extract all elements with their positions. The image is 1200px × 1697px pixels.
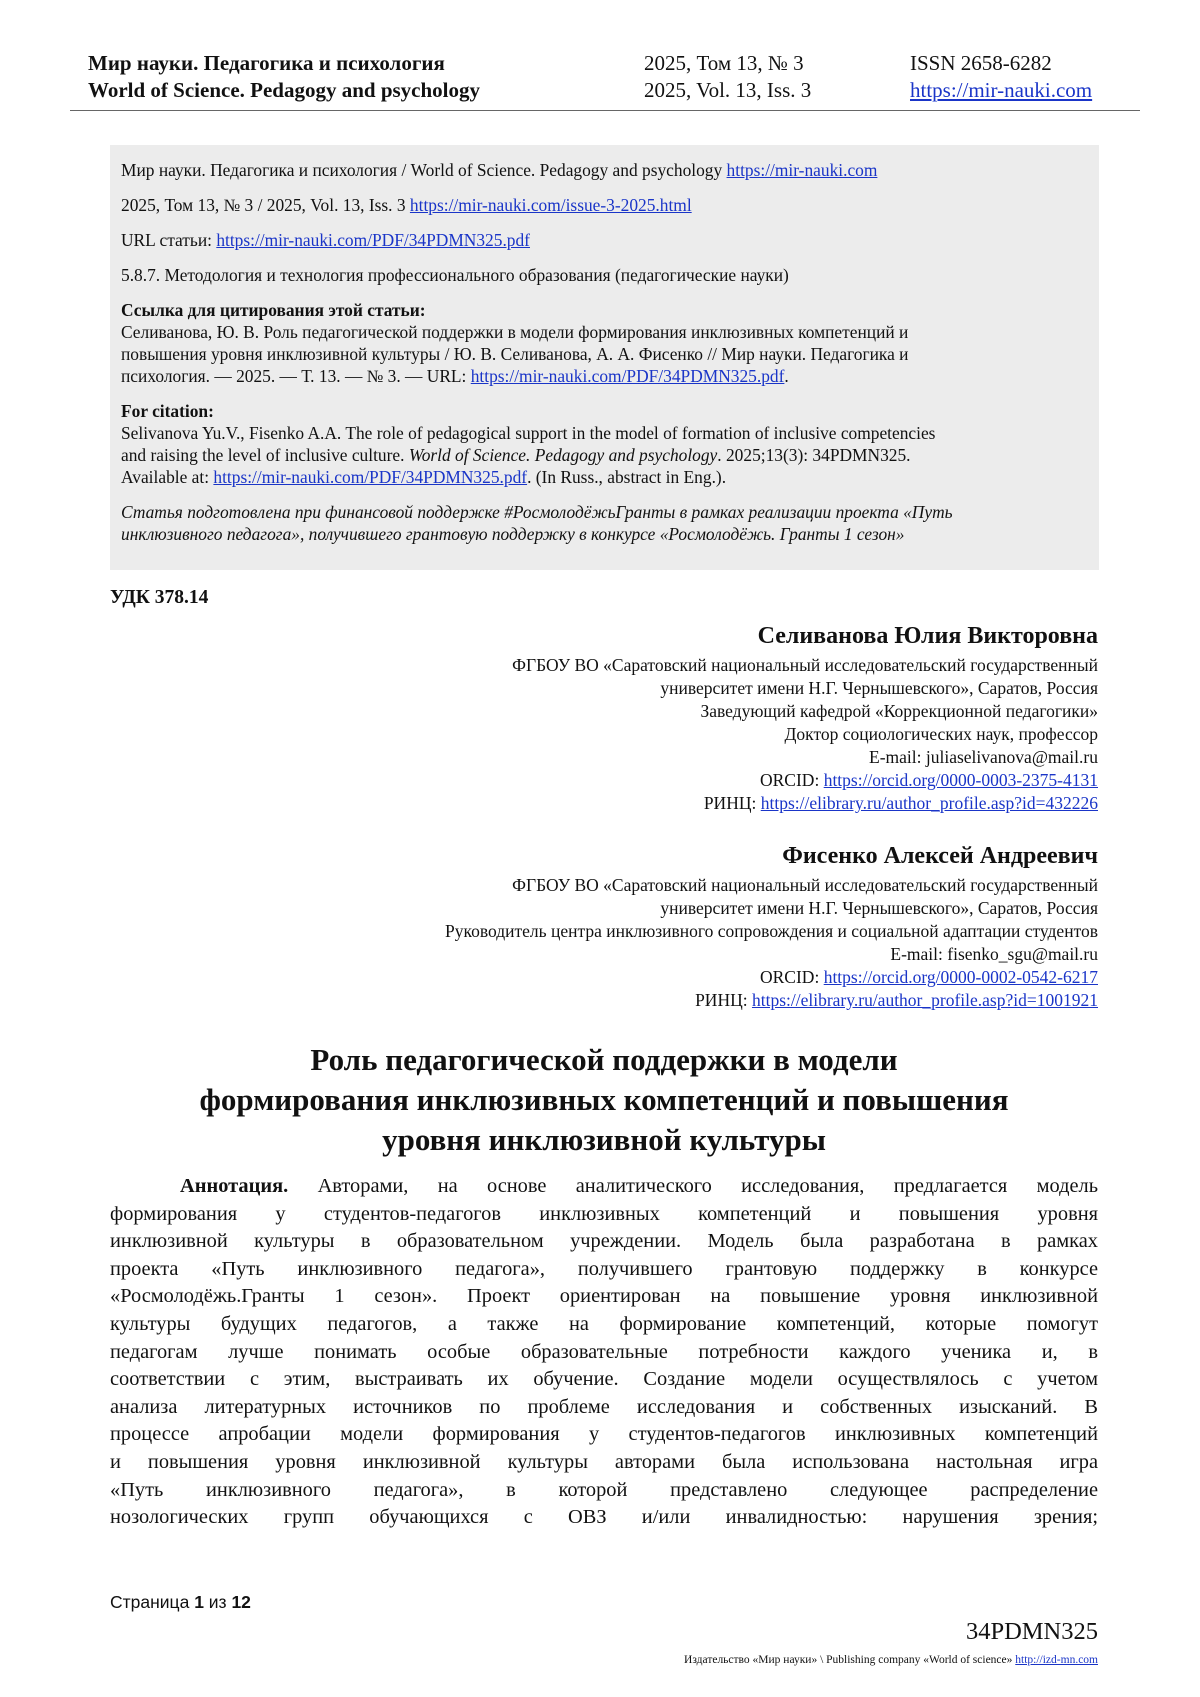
author-2-rinc <box>110 989 1098 1012</box>
abstract-line: анализа литературных источников по проблеме исследования и собственных изысканий. В <box>110 1395 1098 1418</box>
author-block-2 <box>110 840 1098 1012</box>
citation-en-label: For citation: <box>121 401 214 421</box>
publisher-line <box>684 1654 1098 1666</box>
citation-ru-line1: Селиванова, Ю. В. Роль педагогической поддержки в модели формирования инклюзивных компетенций и <box>121 322 909 342</box>
author-1-email: E-mail: juliaselivanova@mail.ru <box>869 747 1098 767</box>
author-2-rinc-link[interactable]: https://elibrary.ru/author_profile.asp?id=1001921 <box>751 990 1098 1010</box>
citation-en-note: . (In Russ., abstract in Eng.). <box>527 467 727 487</box>
citation-ru <box>121 299 1088 387</box>
author-1-rinc-label: РИНЦ: <box>703 793 761 813</box>
author-1-orcid <box>110 769 1098 792</box>
abstract-line: педагогам лучше понимать особые образовательные потребности каждого ученика и, в <box>110 1340 1098 1363</box>
publisher-text: Издательство «Мир науки» \ Publishing company «World of science» <box>684 1654 1016 1666</box>
author-1-affiliation-1: ФГБОУ ВО «Саратовский национальный исследовательский государственный <box>512 655 1098 675</box>
author-2-rinc-label: РИНЦ: <box>695 990 752 1010</box>
info-journal-text: Мир науки. Педагогика и психология / World of Science. Pedagogy and psychology <box>121 160 727 180</box>
author-2-orcid <box>110 966 1098 989</box>
journal-title-en: World of Science. Pedagogy and psychology <box>88 78 481 102</box>
citation-en-link[interactable]: https://mir-nauki.com/PDF/34PDMN325.pdf <box>213 467 528 487</box>
grant-note-line1: Статья подготовлена при финансовой поддержке #РосмолодёжьГранты в рамках реализации проекта «Путь <box>121 502 953 522</box>
author-2-name: Фисенко Алексей Андреевич <box>782 843 1098 869</box>
info-issue-link[interactable]: https://mir-nauki.com/issue-3-2025.html <box>409 195 692 215</box>
page-of: из <box>203 1592 232 1612</box>
abstract-line: инклюзивной культуры в образовательном учреждении. Модель была разработана в рамках <box>110 1230 1098 1253</box>
citation-en-line2 <box>121 444 1088 466</box>
info-journal-link[interactable]: https://mir-nauki.com <box>726 160 878 180</box>
grant-note-line2: инклюзивного педагога», получившего грантовую поддержку в конкурсе «Росмолодёжь. Гранты 1 сезон» <box>121 524 905 544</box>
abstract-line: «Путь инклюзивного педагога», в которой представлено следующее распределение <box>110 1478 1098 1501</box>
abstract-line: соответствии с этим, выстраивать их обучение. Создание модели осуществлялось с учетом <box>110 1368 1098 1391</box>
author-2-orcid-link[interactable]: https://orcid.org/0000-0002-0542-6217 <box>823 967 1098 987</box>
citation-ru-line3 <box>121 365 1088 387</box>
abstract-line: нозологических групп обучающихся с ОВЗ и/или инвалидностью: нарушения зрения; <box>110 1506 1098 1529</box>
abstract-line: и повышения уровня инклюзивной культуры авторами была использована настольная игра <box>110 1450 1098 1473</box>
publisher-link[interactable]: http://izd-mn.com <box>1015 1654 1098 1666</box>
author-1-orcid-link[interactable]: https://orcid.org/0000-0003-2375-4131 <box>823 770 1098 790</box>
abstract-line-1-text: Авторами, на основе аналитического исследования, предлагается модель <box>288 1175 1098 1197</box>
abstract-line <box>110 1173 1098 1201</box>
abstract-line: проекта «Путь инклюзивного педагога», получившего грантовую поддержку в конкурсе <box>110 1257 1098 1280</box>
issue-ru: 2025, Том 13, № 3 <box>644 51 804 75</box>
citation-ru-text: психология. — 2025. — Т. 13. — № 3. — URL: <box>121 366 471 386</box>
author-1-orcid-label: ORCID: <box>760 770 824 790</box>
journal-site-link[interactable]: https://mir-nauki.com <box>910 78 1093 102</box>
page-current: 1 <box>194 1592 204 1612</box>
author-2-affiliation-1: ФГБОУ ВО «Саратовский национальный исследовательский государственный <box>512 875 1098 895</box>
info-url-label: URL статьи: <box>121 230 217 250</box>
citation-en <box>121 400 1088 488</box>
author-2-email: E-mail: fisenko_sgu@mail.ru <box>890 944 1098 964</box>
title-line-1: Роль педагогической поддержки в модели <box>310 1042 898 1077</box>
page-total: 12 <box>231 1592 251 1612</box>
grant-note <box>121 501 1088 545</box>
abstract-line: формирования у студентов-педагогов инклюзивных компетенций и повышения уровня <box>110 1202 1098 1225</box>
info-issue-line <box>121 194 1088 216</box>
citation-en-line1: Selivanova Yu.V., Fisenko A.A. The role of pedagogical support in the model of formation of inclusive competencies <box>121 423 936 443</box>
author-2-affiliation-2: университет имени Н.Г. Чернышевского», Саратов, Россия <box>660 898 1098 918</box>
page-counter <box>110 1592 251 1613</box>
citation-ru-link[interactable]: https://mir-nauki.com/PDF/34PDMN325.pdf <box>470 366 785 386</box>
info-url-line <box>121 229 1088 251</box>
citation-ru-end: . <box>784 366 789 386</box>
issue-en: 2025, Vol. 13, Iss. 3 <box>644 78 812 102</box>
author-block-1 <box>110 620 1098 815</box>
article-info-box <box>110 145 1099 570</box>
header-divider <box>70 110 1140 111</box>
author-2-orcid-label: ORCID: <box>760 967 824 987</box>
citation-en-text: and raising the level of inclusive culture. <box>121 445 409 465</box>
abstract-line: культуры будущих педагогов, а также на формирование компетенций, которые помогут <box>110 1312 1098 1335</box>
running-header <box>88 50 1138 104</box>
udk-code: УДК 378.14 <box>110 587 209 608</box>
author-1-affiliation-2: университет имени Н.Г. Чернышевского», Саратов, Россия <box>660 678 1098 698</box>
author-2-position-1: Руководитель центра инклюзивного сопровождения и социальной адаптации студентов <box>444 921 1098 941</box>
abstract-line: процессе апробации модели формирования у студентов-педагогов инклюзивных компетенций <box>110 1423 1098 1446</box>
citation-ru-line2: повышения уровня инклюзивной культуры / Ю. В. Селиванова, А. А. Фисенко // Мир науки. Педагогика и <box>121 344 909 364</box>
page-prefix: Страница <box>110 1592 195 1612</box>
title-line-3: уровня инклюзивной культуры <box>382 1122 826 1157</box>
abstract-line: «Росмолодёжь.Гранты 1 сезон». Проект ориентирован на повышение уровня инклюзивной <box>110 1285 1098 1308</box>
info-journal-line <box>121 159 1088 181</box>
abstract-label: Аннотация. <box>180 1175 289 1197</box>
info-article-link[interactable]: https://mir-nauki.com/PDF/34PDMN325.pdf <box>216 230 530 250</box>
citation-ru-label: Ссылка для цитирования этой статьи: <box>121 300 426 320</box>
citation-en-details: . 2025;13(3): 34PDMN325. <box>717 445 911 465</box>
author-1-rinc-link[interactable]: https://elibrary.ru/author_profile.asp?id=432226 <box>760 793 1098 813</box>
issn: ISSN 2658-6282 <box>910 51 1052 75</box>
info-specialty: 5.8.7. Методология и технология профессионального образования (педагогические науки) <box>121 265 789 285</box>
article-code: 34PDMN325 <box>965 1618 1098 1645</box>
citation-en-journal: World of Science. Pedagogy and psychology <box>408 445 718 465</box>
author-1-rinc <box>110 792 1098 815</box>
author-1-name: Селиванова Юлия Викторовна <box>757 623 1098 649</box>
info-issue-text: 2025, Том 13, № 3 / 2025, Vol. 13, Iss. 3 <box>121 195 410 215</box>
author-1-position-2: Доктор социологических наук, профессор <box>784 724 1098 744</box>
abstract <box>110 1173 1098 1532</box>
author-1-position-1: Заведующий кафедрой «Коррекционной педагогики» <box>700 701 1098 721</box>
citation-en-line3 <box>121 466 1088 488</box>
article-title <box>110 1040 1098 1160</box>
title-line-2: формирования инклюзивных компетенций и повышения <box>199 1082 1009 1117</box>
journal-title-ru: Мир науки. Педагогика и психология <box>88 51 445 75</box>
citation-en-available: Available at: <box>121 467 214 487</box>
